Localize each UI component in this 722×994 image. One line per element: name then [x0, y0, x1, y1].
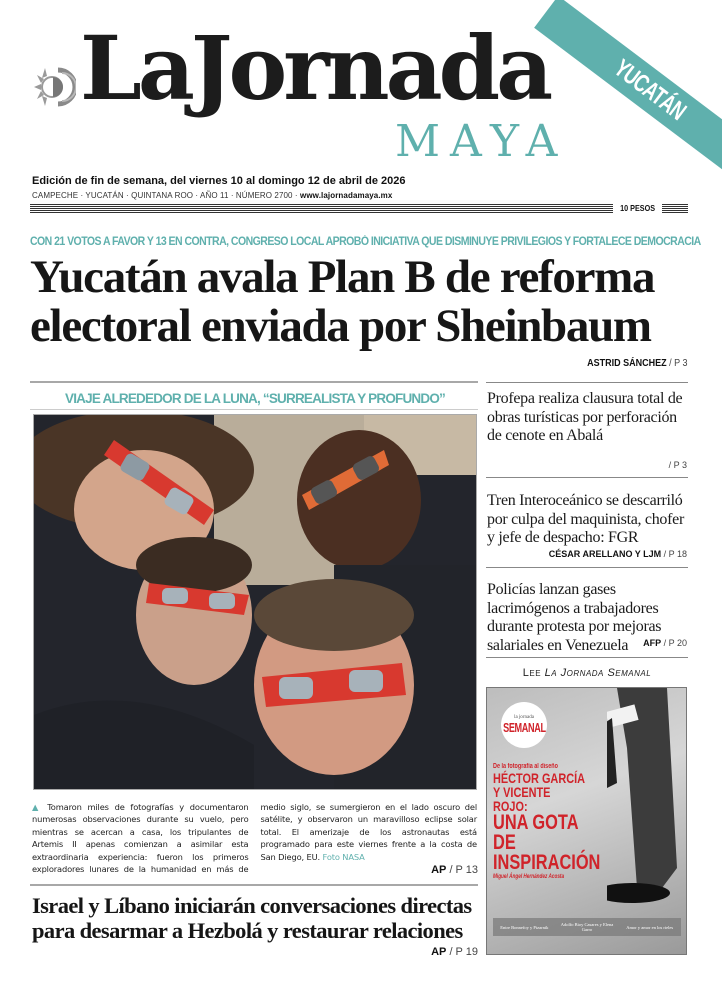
lead-byline [588, 358, 688, 369]
edition-date: Edición de fin de semana, del viernes 10 al domingo 12 de abril de 2026 [32, 175, 406, 187]
lead-headline[interactable]: Yucatán avala Plan B de reforma electoral enviada por Sheinbaum [30, 251, 655, 352]
promo-title[interactable]: La Jornada Semanal [544, 667, 652, 679]
bottom-story-page-ref[interactable]: / P 19 [446, 946, 478, 958]
rule-stripes [662, 204, 688, 213]
sidebar-story-3-page-ref[interactable]: / P 20 [661, 638, 687, 648]
bottom-story-agency: AP [431, 946, 447, 958]
cover-title-3: UNA GOTA DE [493, 811, 578, 854]
semanal-badge [501, 702, 547, 748]
cover-brand: SEMANAL [502, 720, 546, 735]
bottom-story-source [431, 946, 478, 958]
photo-credit: Foto NASA [322, 851, 365, 862]
caption-triangle-icon: ▲ [32, 802, 42, 812]
lead-author: ASTRID SÁNCHEZ [587, 358, 668, 369]
photo-story-agency: AP [431, 864, 447, 876]
masthead-rule [30, 203, 688, 213]
divider [30, 409, 478, 410]
edition-ribbon-text: YUCATÁN [609, 53, 692, 126]
rule-stripes [30, 204, 613, 213]
cover-photo-illustration [607, 688, 687, 955]
sun-logo-icon [30, 64, 76, 110]
photo-illustration [34, 415, 477, 790]
photo-caption [32, 801, 477, 875]
bottom-headline[interactable]: Israel y Líbano iniciarán conversaciones directas para desarmar a Hezbolá y restaurar relaciones [32, 893, 472, 943]
sidebar-story-1-byline [669, 460, 687, 470]
sidebar-story-2[interactable]: Tren Interoceánico se descarriló por culpa del maquinista, chofer y jefe de despacho: FGR [487, 492, 684, 546]
lead-kicker: CON 21 VOTOS A FAVOR Y 13 EN CONTRA, CONGRESO LOCAL APROBÓ INICIATIVA QUE DISMINUYE PRIVILEGIOS Y FORTALECE DEMOCRACIA [30, 236, 701, 248]
caption-text: Tomaron miles de fotografías y documentaron numerosas observaciones durante su vuelo, pero mientras se acercan a casa, los tripulantes de Artemis II apenas comienzan a asimilar esta extraordinaria experiencia: fueron los primeros exploradores lunares de la humanidad en más de medio siglo, se sumergieron en el lado oscuro del satélite, y observaron un maravilloso eclipse solar total. El amerizaje de los astronautas está programado para este viernes frente a la costa de San Diego, EU. [32, 802, 477, 875]
sidebar-story-1[interactable]: Profepa realiza clausura total de obras turísticas por perforación de cenote en Abalá [487, 390, 683, 444]
website-link[interactable]: www.lajornadamaya.mx [300, 191, 393, 200]
sidebar-story-2-author: CÉSAR ARELLANO Y LJM [548, 549, 662, 559]
sidebar-story-2-byline [549, 549, 687, 559]
divider [486, 657, 688, 658]
photo-story-page-ref[interactable]: / P 13 [446, 864, 478, 876]
price-label: 10 PESOS [619, 202, 655, 213]
edition-meta [32, 191, 392, 200]
cover-author: Miguel Ángel Hernández Acosta [493, 874, 565, 880]
cover-footer-item: Entre Bonnefoy y Pizarnik [500, 924, 549, 930]
cover-small-brand: la jornada [514, 715, 534, 720]
sidebar-story-3-byline [643, 638, 687, 648]
divider [30, 381, 478, 383]
sidebar-story-2-page-ref[interactable]: / P 18 [661, 549, 687, 559]
divider [486, 567, 688, 568]
astronauts-photo[interactable] [33, 414, 477, 790]
lead-page-ref[interactable]: / P 3 [667, 358, 688, 369]
cover-footer [493, 918, 681, 936]
cover-kicker: De la fotografía al diseño [493, 763, 558, 770]
photo-story-source [431, 864, 478, 876]
cover-headline [493, 762, 601, 882]
edition-meta-text: CAMPECHE · YUCATÁN · QUINTANA ROO · AÑO 11 · NÚMERO 2700 · [32, 191, 301, 200]
promo-lead: Lee [522, 667, 545, 679]
sidebar-story-3-agency: AFP [643, 638, 662, 648]
sidebar-story-1-page-ref[interactable]: / P 3 [668, 460, 687, 470]
cover-title-1: HÉCTOR GARCÍA [493, 770, 586, 786]
sidebar-story-3[interactable]: Policías lanzan gases lacrimógenos a trabajadores durante protesta por mejoras salariales en Venezuela [487, 581, 662, 654]
cover-title-4: INSPIRACIÓN [493, 851, 601, 874]
photo-kicker: VIAJE ALREDEDOR DE LA LUNA, “SURREALISTA Y PROFUNDO” [65, 391, 445, 406]
divider [30, 884, 478, 886]
divider [486, 382, 688, 383]
newspaper-logo-sub: MAYA [395, 116, 568, 167]
cover-title-2: Y VICENTE ROJO: [493, 784, 551, 814]
cover-footer-item: Amor y amor en los rieles [626, 924, 674, 930]
divider [486, 477, 688, 478]
newspaper-logo[interactable]: LaJornada [80, 16, 550, 120]
cover-footer-item: Adolfo Bioy Casares y Elena Garro [560, 922, 614, 932]
semanal-cover[interactable] [486, 687, 687, 955]
semanal-promo-label [487, 667, 687, 679]
